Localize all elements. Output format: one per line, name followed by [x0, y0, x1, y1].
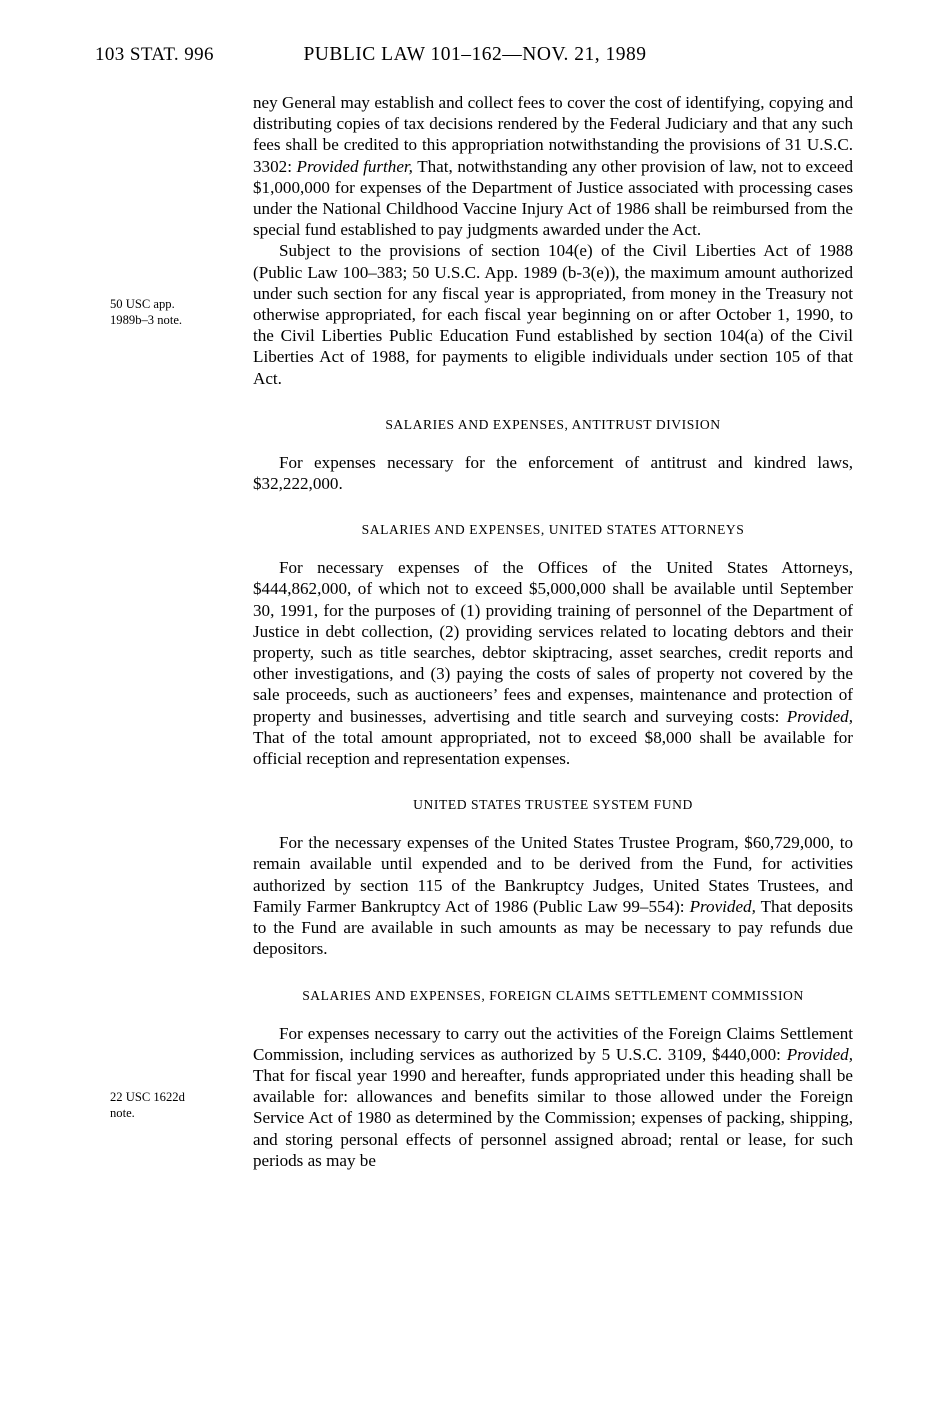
paragraph-trustee-program-appropriation: [253, 832, 853, 959]
body-column: [253, 92, 853, 1171]
paragraph-text-a: ney General may establish and collect fees to cover the cost of identifying, copying and distributing copies of tax decisions rendered by the Federal Judiciary and that any such fees shall be credited to this appropriation notwithstanding the provisions of 31 U.S.C. 3302:: [253, 93, 853, 176]
paragraph-text-b: That, notwithstanding any other provision of law, not to exceed $1,000,000 for expenses of the Department of Justice associated with processing cases under the National Childhood Vaccine Injury Act of 1986 shall be reimbursed from the special fund established to pay judgments awarded under the Act.: [253, 156, 853, 240]
paragraph-text-b: That deposits to the Fund are available in such amounts as may be necessary to pay refunds due depositors.: [253, 896, 854, 959]
provided-italic: Provided,: [786, 706, 853, 726]
sidenote-line-1: 50 USC app.: [110, 297, 175, 311]
heading-foreign-claims-settlement: SALARIES AND EXPENSES, FOREIGN CLAIMS SETTLEMENT COMMISSION: [302, 987, 804, 1003]
paragraph-foreign-claims-appropriation: [253, 1023, 853, 1171]
sidenote-line-2: note.: [110, 1105, 135, 1120]
sidenote-line-1: 22 USC 1622d: [110, 1090, 185, 1104]
paragraph-antitrust-appropriation: For expenses necessary for the enforcement of antitrust and kindred laws, $32,222,000.: [253, 452, 853, 494]
statute-page-number: 103 STAT. 996: [95, 44, 214, 65]
provided-italic: Provided,: [689, 896, 756, 916]
paragraph-us-attorneys-appropriation: [253, 557, 853, 769]
provided-italic: Provided,: [786, 1044, 853, 1064]
sidenote-usc-reference-2: [110, 1090, 245, 1121]
paragraph-vaccine-injury-fees: [253, 92, 853, 240]
running-head: [95, 44, 855, 68]
paragraph-text-a: For expenses necessary to carry out the activities of the Foreign Claims Settlement Commission, including services as authorized by 5 U.S.C. 3109, $440,000:: [253, 1023, 853, 1064]
sidenote-usc-reference-1: [110, 297, 245, 328]
sidenote-line-2: 1989b–3 note.: [110, 312, 183, 327]
paragraph-text-a: For the necessary expenses of the United States Trustee Program, $60,729,000, to remain available until expended and to be derived from the Fund, for activities authorized by section 115 of the Bankruptcy Judges, United States Trustees, and Family Farmer Bankruptcy Act of 1986 (Public Law 99–554):: [253, 833, 853, 916]
provided-further-italic: Provided further,: [296, 156, 413, 176]
paragraph-text-a: For necessary expenses of the Offices of the United States Attorneys, $444,862,000, of which not to exceed $5,000,000 shall be available until September 30, 1991, for the purposes of (1) providing training of personnel of the Department of Justice in debt collection, (2) providing services related to locating debtors and their property, such as title searches, debtor skiptracing, asset searches, credit reports and other investigations, and (3) paying the costs of sales of property not covered by the sale proceeds, such as auctioneers’ fees and expenses, maintenance and protection of property and businesses, advertising and title search and surveying costs:: [253, 558, 853, 726]
paragraph-text-b: That of the total amount appropriated, not to exceed $8,000 shall be available for official reception and representation expenses.: [253, 727, 853, 769]
heading-united-states-attorneys: SALARIES AND EXPENSES, UNITED STATES ATTORNEYS: [361, 522, 745, 538]
heading-antitrust-division: SALARIES AND EXPENSES, ANTITRUST DIVISION: [385, 416, 721, 432]
public-law-heading: PUBLIC LAW 101–162—NOV. 21, 1989: [303, 44, 647, 65]
heading-trustee-system-fund: UNITED STATES TRUSTEE SYSTEM FUND: [413, 797, 693, 813]
paragraph-civil-liberties: Subject to the provisions of section 104(e) of the Civil Liberties Act of 1988 (Public Law 100–383; 50 U.S.C. App. 1989 (b-3(e)), the maximum amount authorized under such section for any fiscal year is appropriated, from money in the Treasury not otherwise appropriated, for each fiscal year beginning on or after October 1, 1990, to the Civil Liberties Public Education Fund established by section 104(a) of the Civil Liberties Act of 1988, for payments to eligible individuals under section 105 of that Act.: [253, 241, 853, 388]
paragraph-text-b: That for fiscal year 1990 and hereafter, funds appropriated under this heading shall be available for: allowances and benefits similar to those allowed under the Foreign Service Act of 1980 as determined by the Commission; expenses of packing, shipping, and storing personal effects of personnel assigned abroad; rental or lease, for such periods as may be: [253, 1065, 853, 1170]
